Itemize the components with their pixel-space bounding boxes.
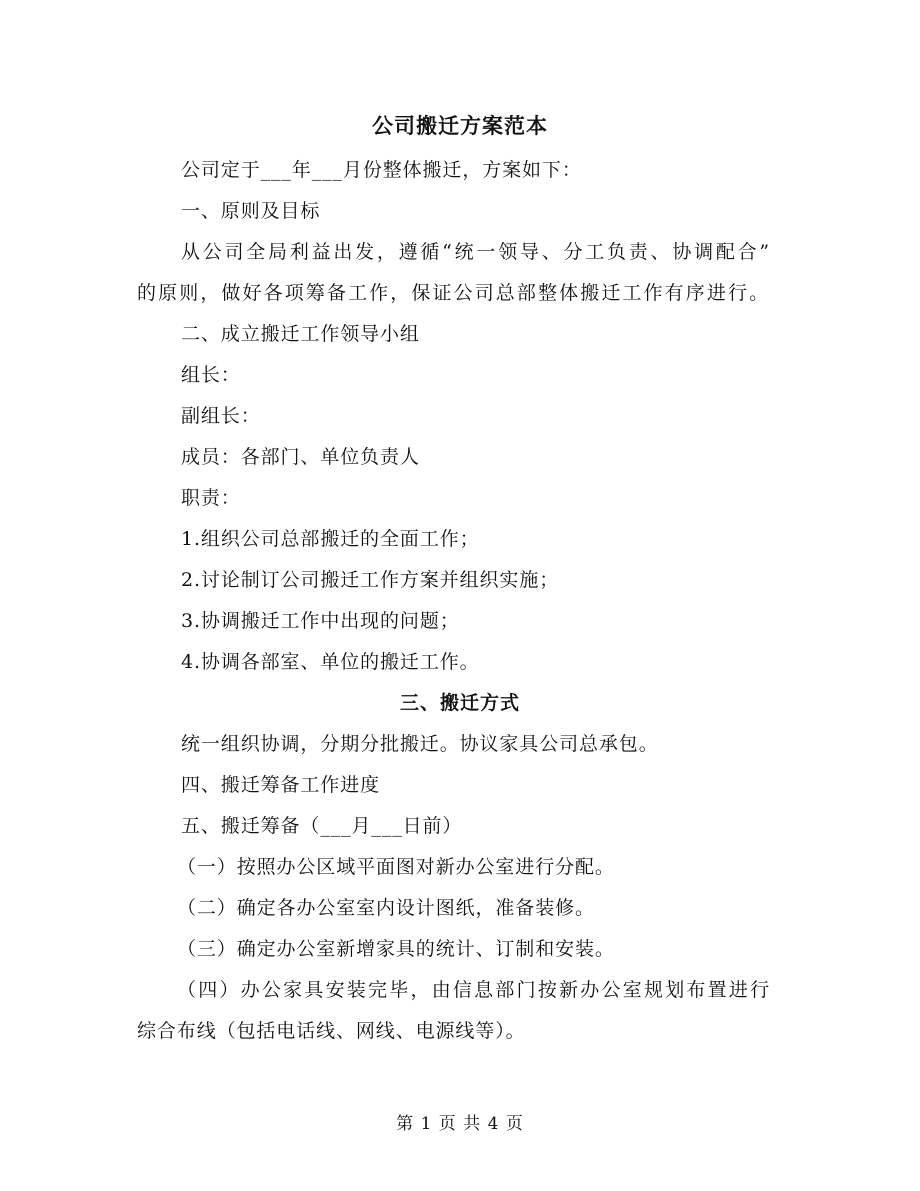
prep-item-4-line1: （四）办公家具安装完毕，由信息部门按新办公室规划布置进行	[177, 979, 770, 1001]
section5-heading	[181, 811, 462, 841]
page-footer: 第 1 页 共 4 页	[396, 1114, 524, 1134]
intro-suffix: 月份整体搬迁，方案如下：	[342, 159, 582, 181]
section3-heading: 三、搬迁方式	[399, 692, 520, 714]
prep-item-3: （三）确定办公室新增家具的统计、订制和安装。	[177, 938, 615, 960]
duty-item-1: 1.组织公司总部搬迁的全面工作；	[181, 528, 480, 550]
section5-heading-prefix: 五、搬迁筹备（	[181, 815, 321, 837]
duties-label: 职责：	[181, 487, 241, 509]
section4-heading: 四、搬迁筹备工作进度	[181, 774, 381, 796]
section5-heading-suffix: 日前）	[402, 815, 463, 837]
section2-heading: 二、成立搬迁工作领导小组	[181, 323, 420, 345]
duty-item-4: 4.协调各部室、单位的搬迁工作。	[181, 651, 480, 673]
intro-line	[181, 155, 582, 185]
section5-day-blank: ___	[371, 815, 403, 837]
document-title: 公司搬迁方案范本	[372, 113, 548, 138]
year-label: 年	[291, 159, 312, 181]
section1-para-line1: 从公司全局利益出发，遵循“统一领导、分工负责、协调配合”	[181, 241, 770, 263]
section1-para-line2: 的原则，做好各项筹备工作，保证公司总部整体搬迁工作有序进行。	[137, 282, 769, 304]
prep-item-4-line2: 综合布线（包括电话线、网线、电源线等）。	[137, 1020, 526, 1042]
members-line: 成员：各部门、单位负责人	[181, 446, 420, 468]
section3-para: 统一组织协调，分期分批搬迁。协议家具公司总承包。	[181, 733, 659, 755]
month-blank: ___	[311, 159, 343, 181]
prep-item-1: （一）按照办公区域平面图对新办公室进行分配。	[177, 856, 615, 878]
duty-item-2: 2.讨论制订公司搬迁工作方案并组织实施；	[181, 569, 560, 591]
section5-month-label: 月	[351, 815, 372, 837]
duty-item-3: 3.协调搬迁工作中出现的问题；	[181, 610, 460, 632]
prep-item-2: （二）确定各办公室室内设计图纸，准备装修。	[177, 897, 595, 919]
leader-label: 组长：	[181, 364, 241, 386]
section1-heading: 一、原则及目标	[181, 200, 321, 222]
year-blank: ___	[260, 159, 292, 181]
section5-month-blank: ___	[320, 815, 352, 837]
deputy-label: 副组长：	[181, 405, 261, 427]
intro-prefix: 公司定于	[181, 159, 261, 181]
